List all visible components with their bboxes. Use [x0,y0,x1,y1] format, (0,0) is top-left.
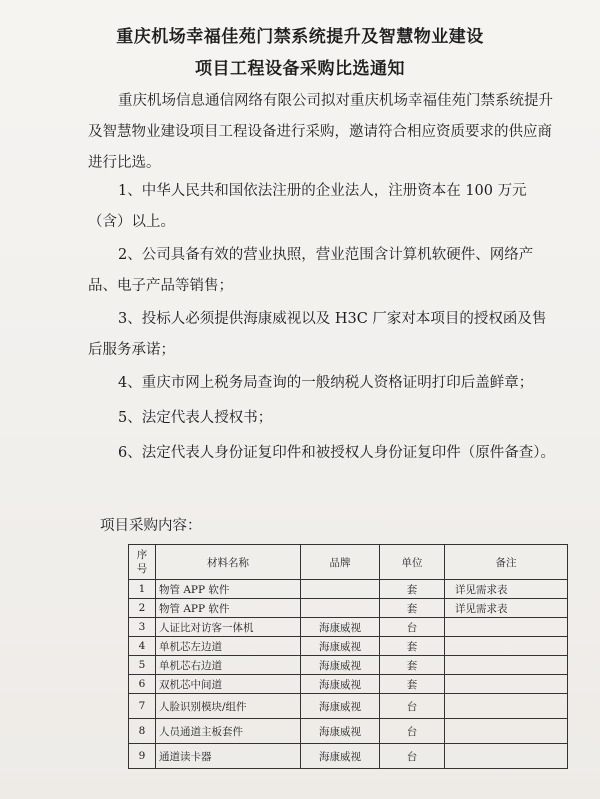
requirement-5: 5、法定代表人授权书； [118,410,273,426]
cell-brand: 海康威视 [301,719,380,744]
table-row [129,744,568,769]
procurement-table [128,544,568,769]
document-title-line1: 重庆机场幸福佳苑门禁系统提升及智慧物业建设 [116,27,484,47]
requirement-3: 3、投标人必须提供海康威视以及 H3C 厂家对本项目的授权函及售后服务承诺； [88,311,547,358]
cell-note [445,744,568,769]
requirement-6: 6、法定代表人身份证复印件和被授权人身份证复印件（原件备查）。 [118,445,555,461]
document-title-line2: 项目工程设备采购比选通知 [195,59,405,79]
intro-paragraph: 重庆机场信息通信网络有限公司拟对重庆机场幸福佳苑门禁系统提升及智慧物业建设项目工程设备进行采购，邀请符合相应资质要求的供应商进行比选。 [88,93,553,171]
cell-no: 2 [129,599,156,618]
cell-note [445,675,568,694]
cell-unit: 套 [380,599,445,618]
requirement-2: 2、公司具备有效的营业执照，营业范围含计算机软硬件、网络产品、电子产品等销售； [88,247,534,294]
cell-brand: 海康威视 [301,618,380,637]
table-row [129,637,568,656]
cell-note [445,656,568,675]
cell-no: 6 [129,675,156,694]
header-no: 序号 [129,545,156,580]
table-header-row [129,545,568,580]
cell-name: 物管 APP 软件 [156,599,301,618]
table-row [129,694,568,719]
cell-name: 人员通道主板套件 [156,719,301,744]
table-row [129,719,568,744]
cell-brand: 海康威视 [301,675,380,694]
table-row [129,580,568,599]
cell-no: 8 [129,719,156,744]
cell-name: 物管 APP 软件 [156,580,301,599]
cell-brand: 海康威视 [301,744,380,769]
cell-no: 3 [129,618,156,637]
cell-note: 详见需求表 [445,599,568,618]
requirement-1: 1、中华人民共和国依法注册的企业法人，注册资本在 100 万元（含）以上。 [88,183,527,230]
cell-name: 双机芯中间道 [156,675,301,694]
table-row [129,618,568,637]
cell-unit: 套 [380,580,445,599]
cell-unit: 台 [380,618,445,637]
cell-note [445,719,568,744]
cell-no: 7 [129,694,156,719]
cell-no: 4 [129,637,156,656]
cell-unit: 套 [380,656,445,675]
header-note: 备注 [445,545,568,580]
cell-unit: 台 [380,719,445,744]
cell-unit: 台 [380,694,445,719]
cell-note [445,694,568,719]
cell-name: 人证比对访客一体机 [156,618,301,637]
header-brand: 品牌 [301,545,380,580]
requirement-4: 4、重庆市网上税务局查询的一般纳税人资格证明打印后盖鲜章； [118,375,534,391]
cell-name: 人脸识别模块/组件 [156,694,301,719]
table-row [129,675,568,694]
cell-no: 1 [129,580,156,599]
header-name: 材料名称 [156,545,301,580]
cell-brand: 海康威视 [301,637,380,656]
header-unit: 单位 [380,545,445,580]
table-row [129,599,568,618]
cell-note [445,637,568,656]
cell-name: 通道读卡器 [156,744,301,769]
cell-note: 详见需求表 [445,580,568,599]
cell-brand [301,580,380,599]
cell-no: 9 [129,744,156,769]
cell-unit: 台 [380,744,445,769]
cell-brand [301,599,380,618]
cell-name: 单机芯左边道 [156,637,301,656]
cell-brand: 海康威视 [301,694,380,719]
section-title: 项目采购内容： [100,518,202,534]
cell-note [445,618,568,637]
cell-unit: 套 [380,637,445,656]
cell-brand: 海康威视 [301,656,380,675]
cell-unit: 套 [380,675,445,694]
cell-name: 单机芯右边道 [156,656,301,675]
cell-no: 5 [129,656,156,675]
table-row [129,656,568,675]
